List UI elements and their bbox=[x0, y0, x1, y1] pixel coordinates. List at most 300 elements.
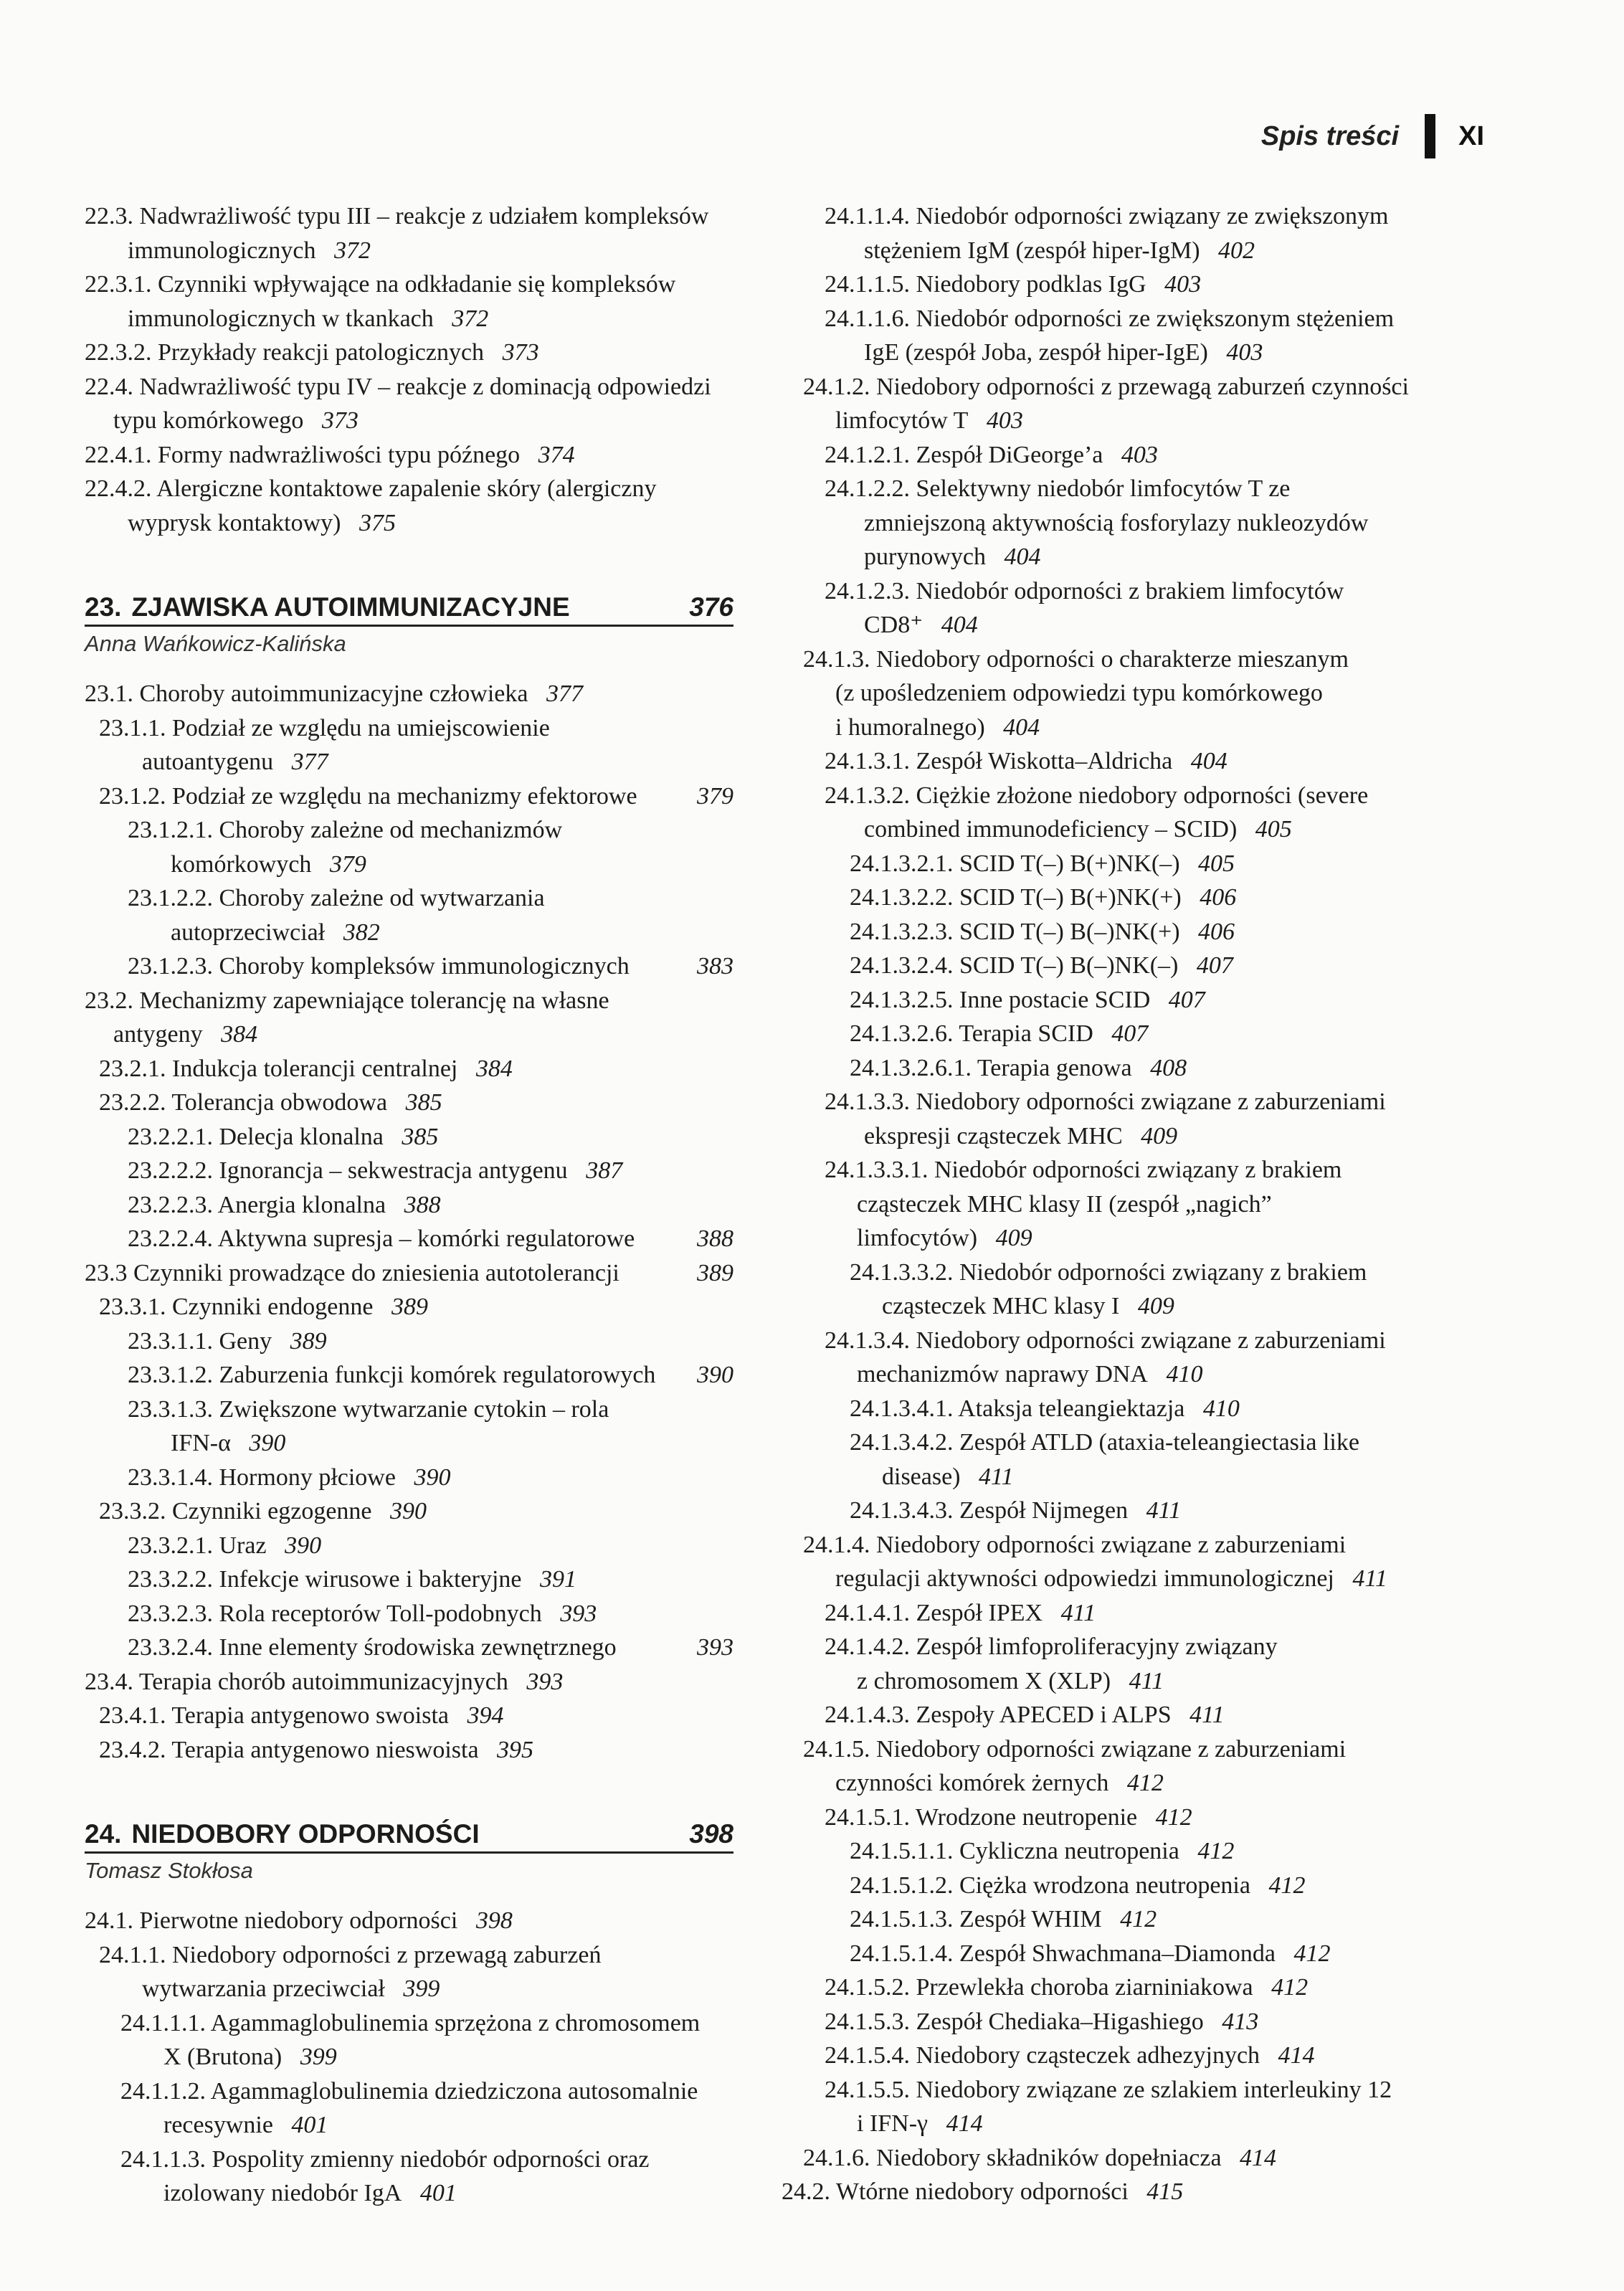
entry-page: 414 bbox=[1240, 2144, 1277, 2171]
toc-entry bbox=[782, 1324, 1499, 1392]
entry-number: 22.3. bbox=[85, 203, 133, 229]
chapter-page: 376 bbox=[689, 592, 733, 622]
toc-entry bbox=[782, 1017, 1499, 1051]
toc-entry bbox=[85, 438, 733, 473]
entry-title: Formy nadwrażliwości typu późnego bbox=[158, 441, 521, 468]
entry-title: Terapia SCID bbox=[959, 1020, 1093, 1047]
entry-title: SCID T(–) B(+)NK(–) bbox=[959, 850, 1180, 877]
entry-page: 389 bbox=[391, 1294, 428, 1320]
entry-number: 24.1.5. bbox=[803, 1735, 870, 1763]
entry-title: Zespoły APECED i ALPS bbox=[916, 1702, 1172, 1728]
entry-number: 24.1.3.2. bbox=[825, 782, 910, 809]
entry-number: 24.1.4.1. bbox=[825, 1599, 910, 1626]
entry-title: Indukcja tolerancji centralnej bbox=[172, 1055, 458, 1082]
entry-page: 385 bbox=[405, 1089, 442, 1116]
entry-title: Niedobory odporności z przewagą zaburzeń bbox=[172, 1941, 602, 1968]
entry-title: Niedobory cząsteczek adhezyjnych bbox=[916, 2042, 1260, 2069]
entry-title-continuation: wyprysk kontaktowy) bbox=[128, 509, 341, 536]
entry-page: 412 bbox=[1293, 1940, 1331, 1967]
entry-title: Rola receptorów Toll-podobnych bbox=[219, 1600, 542, 1627]
entry-number: 23.2.2. bbox=[99, 1089, 166, 1116]
toc-entry bbox=[782, 2005, 1499, 2039]
entry-number: 24.1.5.3. bbox=[825, 2008, 910, 2035]
entry-page: 373 bbox=[502, 339, 539, 366]
entry-number: 24.1.3.4.2. bbox=[850, 1429, 954, 1456]
entry-number: 24.1.1.5. bbox=[825, 271, 910, 298]
entry-title: Uraz bbox=[219, 1532, 267, 1559]
entry-number: 22.4. bbox=[85, 373, 133, 400]
entry-title: Niedobór odporności z brakiem limfocytów bbox=[916, 577, 1344, 604]
entry-page: 398 bbox=[475, 1907, 513, 1934]
entry-page: 408 bbox=[1150, 1054, 1187, 1081]
entry-title-continuation: zmniejszoną aktywnością fosforylazy nukleozydów bbox=[864, 509, 1369, 536]
toc-entry bbox=[85, 199, 733, 267]
entry-page: 402 bbox=[1218, 237, 1255, 264]
entry-page: 411 bbox=[979, 1463, 1014, 1490]
entry-page: 411 bbox=[1146, 1497, 1182, 1524]
toc-entry bbox=[85, 1904, 733, 1938]
entry-number: 24.1.5.1.1. bbox=[850, 1838, 954, 1864]
entry-title-continuation: typu komórkowego bbox=[113, 407, 304, 434]
entry-number: 23.1.2.1. bbox=[128, 817, 213, 843]
entry-page: 382 bbox=[343, 919, 380, 946]
entry-title: Niedobór odporności ze zwiększonym stężeniem bbox=[916, 305, 1395, 332]
toc-entry bbox=[85, 1154, 733, 1188]
entry-title: Anergia klonalna bbox=[217, 1191, 386, 1218]
entry-title: Niedobór odporności związany z brakiem bbox=[959, 1258, 1367, 1286]
entry-title-continuation: immunologicznych w tkankach bbox=[128, 305, 434, 332]
toc-entry bbox=[85, 813, 733, 881]
entry-number: 24.1.2.3. bbox=[825, 577, 910, 604]
toc-entry bbox=[782, 1937, 1499, 1971]
toc-entry bbox=[85, 1052, 733, 1086]
entry-page: 384 bbox=[475, 1055, 513, 1082]
toc-entry bbox=[782, 881, 1499, 915]
toc-entry bbox=[782, 779, 1499, 847]
toc-entry bbox=[782, 2141, 1499, 2176]
entry-title: Zespół ATLD (ataxia-teleangiectasia like bbox=[959, 1429, 1359, 1456]
entry-page: 401 bbox=[291, 2112, 328, 2138]
entry-title: Choroby kompleksów immunologicznych bbox=[219, 953, 630, 980]
entry-number: 24.1.4.3. bbox=[825, 1702, 910, 1728]
toc-entry bbox=[782, 438, 1499, 473]
entry-title-continuation: mechanizmów naprawy DNA bbox=[857, 1361, 1148, 1388]
toc-entry bbox=[85, 1086, 733, 1120]
entry-page: 412 bbox=[1197, 1838, 1235, 1864]
entry-title: Pierwotne niedobory odporności bbox=[139, 1907, 458, 1934]
entry-page: 401 bbox=[419, 2180, 457, 2206]
page-number: XI bbox=[1458, 120, 1484, 151]
entry-title: Wrodzone neutropenie bbox=[915, 1803, 1138, 1831]
entry-title: Terapia genowa bbox=[977, 1054, 1132, 1081]
entry-page: 395 bbox=[497, 1736, 534, 1763]
entry-page: 414 bbox=[1278, 2042, 1315, 2069]
entry-title: Nadwrażliwość typu IV – reakcje z dominacją odpowiedzi bbox=[139, 373, 711, 400]
toc-entry bbox=[782, 1426, 1499, 1494]
running-header bbox=[1261, 115, 1484, 158]
entry-page: 412 bbox=[1268, 1872, 1306, 1899]
entry-page: 413 bbox=[1222, 2008, 1259, 2035]
entry-number: 24.1.5.1.4. bbox=[850, 1940, 954, 1967]
entry-title: Terapia chorób autoimmunizacyjnych bbox=[138, 1668, 508, 1695]
toc-entry bbox=[782, 1392, 1499, 1426]
toc-entry bbox=[782, 1801, 1499, 1835]
entry-page: 411 bbox=[1060, 1599, 1096, 1626]
entry-number: 24.1.3.3.2. bbox=[850, 1258, 954, 1286]
toc-entry bbox=[85, 1631, 733, 1665]
entry-title: Pospolity zmienny niedobór odporności oraz bbox=[212, 2145, 650, 2173]
entry-title-continuation: ekspresji cząsteczek MHC bbox=[864, 1122, 1123, 1149]
entry-page: 391 bbox=[540, 1566, 576, 1593]
entry-page: 409 bbox=[1141, 1122, 1178, 1149]
entry-number: 24.1.3.2.3. bbox=[850, 918, 954, 945]
toc-entry bbox=[85, 1529, 733, 1563]
toc-entry bbox=[85, 267, 733, 336]
entry-number: 23.3 bbox=[85, 1259, 128, 1286]
toc-entry bbox=[782, 1630, 1499, 1698]
entry-page: 388 bbox=[404, 1191, 441, 1218]
toc-entry bbox=[782, 1732, 1499, 1801]
entry-page: 410 bbox=[1202, 1395, 1240, 1422]
entry-title: SCID T(–) B(–)NK(–) bbox=[959, 952, 1179, 979]
entry-title: Inne elementy środowiska zewnętrznego bbox=[219, 1634, 617, 1661]
entry-page: 374 bbox=[538, 441, 575, 468]
entry-title-continuation: i IFN-γ bbox=[857, 2110, 929, 2137]
entry-number: 24.1. bbox=[85, 1907, 133, 1934]
toc-entry bbox=[85, 2074, 733, 2143]
entry-title-continuation: autoprzeciwciał bbox=[171, 919, 326, 946]
entry-number: 23.2. bbox=[85, 987, 133, 1014]
entry-page: 405 bbox=[1198, 850, 1235, 877]
entry-number: 23.3.2. bbox=[99, 1498, 166, 1524]
toc-entry bbox=[782, 1256, 1499, 1324]
entry-title: Zespół IPEX bbox=[916, 1599, 1043, 1626]
entry-title: Nadwrażliwość typu III – reakcje z udziałem kompleksów bbox=[139, 203, 709, 229]
entry-number: 24.1.3.3. bbox=[825, 1088, 910, 1115]
entry-title: Selektywny niedobór limfocytów T ze bbox=[916, 475, 1291, 502]
entry-page: 387 bbox=[586, 1157, 623, 1184]
entry-title: Ciężka wrodzona neutropenia bbox=[959, 1872, 1250, 1899]
toc-entry bbox=[782, 915, 1499, 949]
chapter-author: Anna Wańkowicz-Kalińska bbox=[85, 631, 346, 656]
entry-title-continuation: disease) bbox=[882, 1463, 961, 1490]
entry-title: Wtórne niedobory odporności bbox=[835, 2178, 1129, 2205]
entry-number: 24.1.1.1. bbox=[120, 2009, 206, 2036]
entry-title: Mechanizmy zapewniające tolerancję na własne bbox=[139, 987, 609, 1014]
entry-title-continuation: z chromosomem X (XLP) bbox=[857, 1667, 1111, 1694]
entry-page: 389 bbox=[697, 1259, 733, 1286]
toc-entry bbox=[85, 1393, 733, 1461]
entry-page: 411 bbox=[1129, 1667, 1164, 1694]
entry-title: Niedobory odporności związane z zaburzeniami bbox=[916, 1088, 1386, 1115]
entry-title: Ignorancja – sekwestracja antygenu bbox=[219, 1157, 568, 1184]
toc-entry bbox=[782, 574, 1499, 642]
entry-number: 24.1.1. bbox=[99, 1941, 166, 1968]
toc-entry bbox=[782, 949, 1499, 983]
entry-number: 23.3.1.2. bbox=[128, 1362, 213, 1388]
entry-page: 372 bbox=[334, 237, 371, 264]
chapter-author: Tomasz Stokłosa bbox=[85, 1858, 253, 1883]
toc-entry bbox=[85, 1120, 733, 1154]
entry-page: 409 bbox=[995, 1225, 1032, 1251]
entry-title: Czynniki endogenne bbox=[172, 1294, 374, 1320]
toc-entry bbox=[85, 1733, 733, 1768]
entry-number: 23.4.1. bbox=[99, 1702, 166, 1729]
toc-entry bbox=[85, 881, 733, 949]
entry-page: 390 bbox=[285, 1532, 322, 1559]
entry-page: 389 bbox=[290, 1327, 327, 1355]
entry-number: 23.3.1.1. bbox=[128, 1327, 213, 1355]
entry-number: 23.2.2.4. bbox=[128, 1225, 213, 1252]
entry-page: 390 bbox=[414, 1464, 451, 1491]
running-header-title: Spis treści bbox=[1260, 120, 1400, 151]
toc-entry bbox=[85, 677, 733, 711]
entry-page: 403 bbox=[1164, 271, 1202, 298]
entry-title: SCID T(–) B(+)NK(+) bbox=[959, 884, 1182, 911]
entry-title: Zespół Chediaka–Higashiego bbox=[916, 2008, 1204, 2035]
entry-number: 24.1.1.4. bbox=[825, 203, 910, 229]
entry-title-continuation: limfocytów T bbox=[835, 407, 969, 434]
entry-page: 373 bbox=[321, 407, 358, 434]
entry-title-continuation: wytwarzania przeciwciał bbox=[142, 1975, 385, 2002]
entry-title: Agammaglobulinemia dziedziczona autosomalnie bbox=[210, 2077, 698, 2105]
chapter-title: NIEDOBORY ODPORNOŚCI bbox=[131, 1819, 480, 1849]
entry-page: 375 bbox=[358, 509, 396, 536]
entry-title: Zespół Shwachmana–Diamonda bbox=[959, 1940, 1276, 1967]
toc-entry bbox=[782, 472, 1499, 574]
entry-number: 23.3.1. bbox=[99, 1294, 166, 1320]
entry-page: 411 bbox=[1189, 1702, 1225, 1728]
entry-page: 393 bbox=[697, 1634, 733, 1661]
entry-title-continuation: i humoralnego) bbox=[835, 713, 985, 741]
entry-number: 23.2.2.2. bbox=[128, 1157, 213, 1184]
entry-title: Choroby zależne od wytwarzania bbox=[219, 885, 545, 911]
toc-entry bbox=[782, 2039, 1499, 2073]
toc-entry bbox=[85, 779, 733, 814]
chapter-heading bbox=[85, 1817, 733, 1854]
entry-title-continuation: IFN-α bbox=[171, 1430, 231, 1456]
toc-entry bbox=[782, 983, 1499, 1018]
entry-page: 385 bbox=[402, 1123, 439, 1150]
toc-entry bbox=[85, 1562, 733, 1597]
entry-page: 393 bbox=[526, 1668, 564, 1695]
entry-title-continuation: autoantygenu bbox=[142, 749, 274, 775]
entry-number: 24.1.1.6. bbox=[825, 305, 910, 332]
toc-entry bbox=[85, 949, 733, 984]
entry-title: Niedobory odporności związane z zaburzeniami bbox=[916, 1327, 1386, 1354]
entry-page: 377 bbox=[291, 749, 328, 775]
entry-number: 22.4.1. bbox=[85, 441, 152, 468]
entry-page: 377 bbox=[546, 680, 583, 707]
entry-title: Zespół limfoproliferacyjny związany bbox=[916, 1633, 1278, 1660]
entry-number: 23.3.1.3. bbox=[128, 1395, 213, 1423]
toc-entry bbox=[85, 1324, 733, 1359]
toc-entry bbox=[85, 336, 733, 370]
entry-title: Inne postacie SCID bbox=[959, 986, 1151, 1013]
entry-number: 24.1.5.4. bbox=[825, 2042, 910, 2069]
entry-title: Ataksja teleangiektazja bbox=[958, 1395, 1185, 1422]
toc-entry bbox=[782, 2175, 1499, 2209]
toc-entry bbox=[85, 1461, 733, 1495]
entry-number: 24.1.2.1. bbox=[825, 441, 910, 468]
toc-entry bbox=[782, 370, 1499, 438]
entry-title-continuation: IgE (zespół Joba, zespół hiper-IgE) bbox=[864, 339, 1208, 366]
entry-page: 399 bbox=[403, 1975, 440, 2002]
entry-number: 24.1.2.2. bbox=[825, 475, 910, 502]
entry-title-continuation: cząsteczek MHC klasy II (zespół „nagich” bbox=[857, 1190, 1272, 1218]
toc-entry bbox=[782, 1528, 1499, 1596]
toc-entry bbox=[85, 1597, 733, 1631]
entry-number: 24.1.5.1.2. bbox=[850, 1872, 954, 1899]
entry-page: 407 bbox=[1196, 952, 1233, 979]
entry-number: 23.4.2. bbox=[99, 1736, 166, 1763]
header-separator-bar bbox=[1425, 114, 1435, 158]
entry-page: 379 bbox=[697, 782, 733, 810]
toc-entry bbox=[782, 1902, 1499, 1937]
entry-title: Podział ze względu na umiejscowienie bbox=[172, 714, 550, 741]
toc-entry bbox=[85, 1699, 733, 1733]
entry-number: 24.1.6. bbox=[803, 2144, 870, 2171]
toc-entry bbox=[85, 1938, 733, 2006]
entry-title-continuation: limfocytów) bbox=[857, 1225, 978, 1251]
entry-page: 394 bbox=[467, 1702, 504, 1729]
entry-title-continuation: X (Brutona) bbox=[163, 2044, 282, 2070]
entry-number: 24.1.5.1.3. bbox=[850, 1906, 954, 1932]
entry-page: 390 bbox=[697, 1362, 733, 1388]
entry-title: Delecja klonalna bbox=[219, 1123, 384, 1150]
entry-title: Tolerancja obwodowa bbox=[171, 1089, 388, 1116]
entry-number: 23.1.2.2. bbox=[128, 885, 213, 911]
entry-title: Zespół WHIM bbox=[959, 1906, 1102, 1932]
entry-number: 24.1.3.2.6.1. bbox=[850, 1054, 972, 1081]
entry-title: Zaburzenia funkcji komórek regulatorowych bbox=[219, 1362, 656, 1388]
entry-number: 23.2.1. bbox=[99, 1055, 166, 1082]
entry-title: Terapia antygenowo nieswoista bbox=[171, 1736, 479, 1763]
chapter-title: ZJAWISKA AUTOIMMUNIZACYJNE bbox=[131, 592, 570, 622]
entry-number: 22.4.2. bbox=[85, 475, 152, 502]
entry-number: 24.1.3.3.1. bbox=[825, 1157, 929, 1183]
toc-entry bbox=[782, 2073, 1499, 2141]
entry-title-continuation: purynowych bbox=[864, 544, 986, 570]
entry-title: Hormony płciowe bbox=[219, 1464, 396, 1491]
entry-title: Czynniki wpływające na odkładanie się kompleksów bbox=[158, 271, 676, 298]
toc-entry bbox=[85, 370, 733, 438]
entry-title: Czynniki egzogenne bbox=[172, 1498, 372, 1524]
chapter-number: 24. bbox=[85, 1819, 122, 1849]
entry-title: Przewlekła choroba ziarniniakowa bbox=[916, 1974, 1253, 2001]
entry-page: 407 bbox=[1111, 1020, 1149, 1047]
entry-number: 24.1.3. bbox=[803, 645, 870, 673]
entry-page: 404 bbox=[941, 612, 978, 638]
entry-page: 403 bbox=[986, 407, 1023, 434]
entry-title: Infekcje wirusowe i bakteryjne bbox=[219, 1566, 522, 1593]
entry-number: 24.1.1.3. bbox=[120, 2145, 206, 2173]
entry-number: 24.1.4.2. bbox=[825, 1633, 910, 1660]
entry-page: 410 bbox=[1166, 1361, 1203, 1388]
entry-title: Niedobory składników dopełniacza bbox=[876, 2144, 1222, 2171]
entry-page: 405 bbox=[1255, 816, 1292, 843]
entry-title: Niedobory podklas IgG bbox=[916, 271, 1146, 298]
entry-number: 23.2.2.3. bbox=[128, 1191, 213, 1218]
entry-title-continuation: (z upośledzeniem odpowiedzi typu komórkowego bbox=[835, 680, 1323, 706]
toc-entry bbox=[782, 642, 1499, 745]
entry-title: Niedobór odporności związany z brakiem bbox=[934, 1157, 1342, 1183]
entry-title-continuation: stężeniem IgM (zespół hiper-IgM) bbox=[864, 237, 1200, 264]
entry-title: Terapia antygenowo swoista bbox=[171, 1702, 450, 1729]
entry-number: 24.1.5.2. bbox=[825, 1974, 910, 2001]
entry-title: Niedobory odporności o charakterze mieszanym bbox=[876, 645, 1349, 673]
entry-title: Alergiczne kontaktowe zapalenie skóry (alergiczny bbox=[156, 475, 657, 502]
entry-number: 22.3.1. bbox=[85, 271, 152, 298]
entry-page: 404 bbox=[1004, 544, 1041, 570]
toc-entry bbox=[85, 984, 733, 1052]
entry-page: 414 bbox=[946, 2110, 983, 2137]
toc-entry bbox=[782, 1051, 1499, 1086]
entry-title-continuation: immunologicznych bbox=[128, 237, 316, 264]
entry-number: 23.1.2. bbox=[99, 782, 166, 810]
toc-entry bbox=[85, 1256, 733, 1291]
entry-title: Przykłady reakcji patologicznych bbox=[158, 339, 485, 366]
entry-number: 24.1.3.2.5. bbox=[850, 986, 954, 1013]
entry-page: 372 bbox=[452, 305, 489, 332]
entry-page: 412 bbox=[1120, 1906, 1157, 1932]
toc-right-column bbox=[782, 199, 1499, 2209]
entry-number: 24.1.1.2. bbox=[120, 2077, 206, 2105]
entry-number: 24.1.3.4.3. bbox=[850, 1497, 954, 1524]
toc-entry bbox=[782, 1970, 1499, 2005]
toc-left-column bbox=[85, 199, 733, 2211]
toc-entry bbox=[782, 1153, 1499, 1256]
toc-entry bbox=[782, 1596, 1499, 1631]
entry-title: Podział ze względu na mechanizmy efektorowe bbox=[172, 782, 637, 810]
entry-title-continuation: combined immunodeficiency – SCID) bbox=[864, 816, 1238, 843]
entry-number: 23.2.2.1. bbox=[128, 1123, 213, 1150]
entry-number: 24.1.2. bbox=[803, 373, 870, 400]
entry-page: 412 bbox=[1155, 1803, 1192, 1831]
entry-title: Zespół Nijmegen bbox=[959, 1497, 1129, 1524]
toc-entry bbox=[782, 847, 1499, 881]
toc-entry bbox=[85, 472, 733, 540]
entry-page: 384 bbox=[221, 1021, 258, 1048]
entry-number: 24.1.5.1. bbox=[825, 1803, 910, 1831]
entry-title: Cykliczna neutropenia bbox=[959, 1838, 1179, 1864]
entry-number: 24.1.3.2.2. bbox=[850, 884, 954, 911]
chapter-number: 23. bbox=[85, 592, 122, 622]
entry-number: 23.1.2.3. bbox=[128, 953, 213, 980]
entry-page: 406 bbox=[1198, 918, 1235, 945]
toc-entry bbox=[85, 1290, 733, 1324]
entry-title-continuation: antygeny bbox=[113, 1021, 203, 1048]
chapter-heading bbox=[85, 590, 733, 627]
entry-page: 393 bbox=[560, 1600, 597, 1627]
toc-entry bbox=[782, 199, 1499, 267]
entry-title: Niedobór odporności związany ze zwiększonym bbox=[916, 203, 1389, 229]
entry-title: Choroby zależne od mechanizmów bbox=[219, 817, 563, 843]
entry-title-continuation: recesywnie bbox=[163, 2112, 273, 2138]
entry-number: 24.1.3.1. bbox=[825, 748, 910, 774]
entry-number: 23.4. bbox=[85, 1668, 133, 1695]
entry-title-continuation: regulacji aktywności odpowiedzi immunologicznej bbox=[835, 1565, 1334, 1592]
entry-number: 23.3.2.2. bbox=[128, 1566, 213, 1593]
entry-title: Zwiększone wytwarzanie cytokin – rola bbox=[219, 1395, 609, 1423]
entry-page: 403 bbox=[1226, 339, 1263, 366]
entry-page: 407 bbox=[1168, 986, 1205, 1013]
entry-number: 23.3.2.1. bbox=[128, 1532, 213, 1559]
entry-title-continuation: czynności komórek żernych bbox=[835, 1770, 1109, 1796]
toc-entry bbox=[85, 2143, 733, 2211]
toc-entry bbox=[782, 1698, 1499, 1732]
toc-entry bbox=[782, 744, 1499, 779]
